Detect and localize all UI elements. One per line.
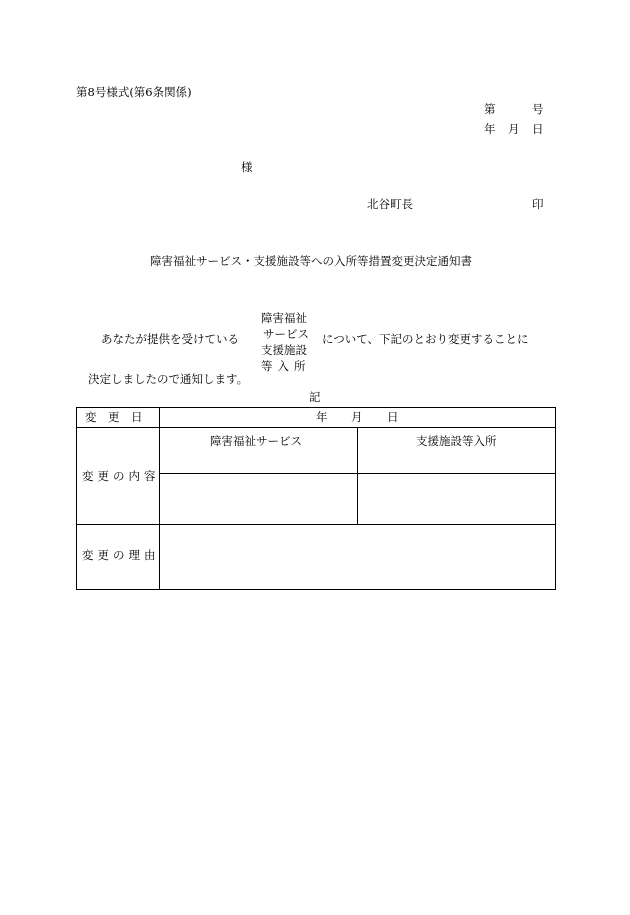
service-type-stack — [261, 310, 313, 374]
stack-line-4: 等入所 — [261, 359, 311, 373]
document-title: 障害福祉サービス・支援施設等への入所等措置変更決定通知書 — [150, 254, 472, 268]
change-content-label: 変更の内容 — [82, 469, 160, 483]
table-row-divider-1 — [77, 427, 555, 428]
seal-mark: 印 — [532, 197, 544, 211]
table-row-divider-2 — [77, 524, 555, 525]
body-closing: 決定しましたので通知します。 — [88, 372, 249, 386]
table-content-col-divider — [357, 428, 358, 525]
ki-heading: 記 — [309, 390, 321, 404]
table-date-day: 日 — [387, 410, 399, 424]
form-number: 第8号様式(第6条関係) — [76, 85, 192, 99]
date-year: 年 — [484, 122, 496, 136]
body-continuation: について、下記のとおり変更することに — [322, 332, 529, 346]
stack-line-2: サービス — [263, 327, 309, 341]
date-day: 日 — [532, 122, 544, 136]
body-intro: あなたが提供を受けている — [101, 332, 239, 346]
change-date-label: 変 更 日 — [85, 410, 143, 424]
doc-number-suffix: 号 — [532, 102, 544, 116]
doc-number-prefix: 第 — [484, 102, 496, 116]
stack-line-3: 支援施設 — [261, 343, 307, 357]
table-date-year: 年 — [316, 410, 328, 424]
table-content-row-divider — [160, 473, 555, 474]
col-service-header: 障害福祉サービス — [210, 434, 302, 448]
col-facility-header: 支援施設等入所 — [416, 434, 497, 448]
sender-title: 北谷町長 — [367, 197, 413, 211]
addressee-honorific: 様 — [241, 160, 253, 174]
change-reason-label: 変更の理由 — [82, 548, 160, 562]
date-month: 月 — [508, 122, 520, 136]
table-date-month: 月 — [351, 410, 363, 424]
stack-line-1: 障害福祉 — [261, 311, 307, 325]
change-table — [76, 407, 556, 590]
